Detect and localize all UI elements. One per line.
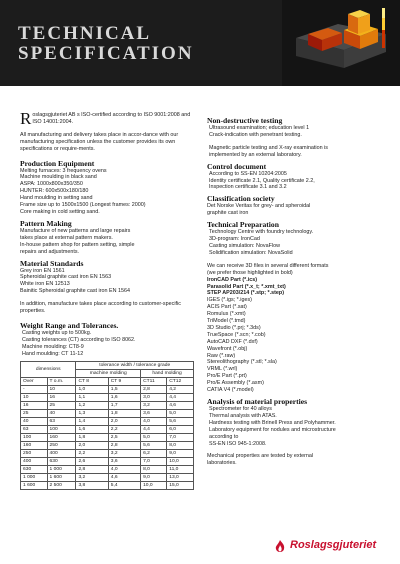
table-cell: 4,4	[141, 425, 167, 433]
table-header-row	[21, 361, 194, 369]
table-cell: 3,2	[141, 401, 167, 409]
table-cell: 6,0	[167, 425, 194, 433]
table-cell: 1 600	[47, 473, 76, 481]
list-item: Bainitic Spheroidal graphite cast iron EN 1564	[20, 288, 130, 295]
classification-heading: Classification society	[207, 194, 275, 204]
table-row	[21, 401, 194, 409]
material-list	[20, 268, 194, 296]
list-item: Inspection certificate 3.1 and 3.2	[209, 184, 287, 191]
table-cell: -	[21, 385, 48, 393]
table-cell: 4,2	[167, 385, 194, 393]
table-row	[21, 481, 194, 489]
table-cell: 2 500	[47, 481, 76, 489]
table-cell: 4,6	[108, 473, 140, 481]
table-header-row	[21, 377, 194, 385]
list-item: Laboratory equipment for nodules and microstructure	[209, 426, 336, 433]
table-cell: 9,0	[167, 449, 194, 457]
table-cell: 2,8	[108, 441, 140, 449]
table-cell: 10	[47, 385, 76, 393]
table-cell: 6,2	[141, 449, 167, 457]
table-cell: 5,0	[141, 433, 167, 441]
table-cell: 63	[21, 425, 48, 433]
ct8-header: CT 8	[76, 377, 108, 385]
table-cell: 1,4	[76, 417, 108, 425]
analysis-heading: Analysis of material properties	[207, 397, 308, 406]
table-cell: 16	[21, 401, 48, 409]
format-item: 3D Studio (*.prj; *.3ds)	[207, 324, 261, 331]
list-item: takes place at external pattern makers.	[20, 234, 113, 241]
table-row	[21, 433, 194, 441]
list-item: ASPA: 1000x800x350/350	[20, 181, 83, 188]
table-cell: 40	[21, 417, 48, 425]
table-cell: 63	[47, 417, 76, 425]
table-cell: 8,0	[141, 465, 167, 473]
table-cell: 25	[47, 401, 76, 409]
table-cell: 10,0	[167, 457, 194, 465]
table-cell: 3,6	[141, 409, 167, 417]
table-cell: 160	[47, 433, 76, 441]
list-item: Casting tolerances (CT) according to ISO 8062.	[22, 336, 136, 343]
format-item: TrueSpace (*.scn; *.cob)	[207, 331, 266, 338]
table-cell: 630	[21, 465, 48, 473]
table-row	[21, 449, 194, 457]
over-header: Over	[21, 377, 48, 385]
format-item: CATIA V4 (*.model)	[207, 387, 254, 394]
table-cell: 2,6	[76, 457, 108, 465]
material-heading: Material Standards	[20, 258, 84, 268]
table-cell: 2,8	[76, 465, 108, 473]
table-cell: 1,1	[76, 393, 108, 401]
production-list	[20, 168, 194, 216]
tom-header: T o.m.	[47, 377, 76, 385]
table-cell: 2,0	[76, 441, 108, 449]
table-cell: 1,5	[108, 385, 140, 393]
list-item: Ultrasound examination; education level 1	[209, 125, 310, 131]
intro-paragraph	[20, 109, 194, 128]
techprep-list	[207, 229, 381, 257]
analysis-list	[207, 406, 381, 447]
weight-list	[20, 330, 194, 358]
list-item: Casting simulation: NovaFlow	[209, 242, 281, 249]
logo-text: Roslagsgjuteriet	[290, 539, 377, 551]
table-cell: 5,0	[167, 409, 194, 417]
list-item: Grey iron EN 1561	[20, 267, 65, 274]
table-cell: 1,0	[76, 385, 108, 393]
table-cell: 40	[47, 409, 76, 417]
table-row	[21, 473, 194, 481]
table-cell: 1,6	[108, 393, 140, 401]
table-cell: 1 000	[21, 473, 48, 481]
table-row	[21, 441, 194, 449]
table-cell: 7,0	[167, 433, 194, 441]
list-item: Core making in cold setting sand.	[20, 208, 100, 215]
techprep-heading: Technical Preparation	[207, 220, 279, 230]
title-line-1: TECHNICAL	[18, 23, 152, 44]
table-cell: 25	[21, 409, 48, 417]
list-item: graphite cast iron	[207, 210, 249, 217]
table-cell: 100	[21, 433, 48, 441]
format-item: Wavefront (*.obj)	[207, 345, 248, 352]
table-cell: 250	[21, 449, 48, 457]
list-item: Crack-indication with penetrant testing.	[209, 131, 302, 138]
table-cell: 10	[21, 393, 48, 401]
table-cell: 3,8	[76, 481, 108, 489]
table-cell: 5,6	[141, 441, 167, 449]
table-cell: 4,0	[141, 417, 167, 425]
table-row	[21, 409, 194, 417]
list-item: according to	[209, 433, 239, 440]
table-cell: 1,2	[76, 401, 108, 409]
table-cell: 1,3	[76, 409, 108, 417]
ndt-note	[207, 145, 381, 159]
list-item: Hand moulding: CT 11-12	[22, 350, 84, 357]
classification-list	[207, 203, 381, 217]
list-item: Solidification simulation: NovaSolid	[209, 249, 293, 256]
preferred-format: IronCAD Part (*.ics)	[207, 276, 258, 283]
table-cell: 3,2	[76, 473, 108, 481]
table-cell: 2,5	[108, 433, 140, 441]
list-item: Det Norske Veritas for grey- and spheroidal	[207, 203, 311, 210]
list-item: HUNTER: 600x500x180/180	[20, 188, 89, 195]
pattern-heading: Pattern Making	[20, 218, 72, 228]
control-heading: Control document	[207, 161, 267, 171]
table-cell: 1,8	[108, 409, 140, 417]
table-cell: 2,2	[108, 425, 140, 433]
format-item: Raw (*.raw)	[207, 352, 236, 359]
production-heading: Production Equipment	[20, 158, 95, 168]
list-item: Identity certificate 2.1, Quality certificate 2.2,	[209, 177, 315, 184]
hand-molding-header: hand molding	[141, 369, 194, 377]
table-cell: 250	[47, 441, 76, 449]
format-item: Pro/E Part (*.prt)	[207, 373, 247, 380]
ct11-header: CT11	[141, 377, 167, 385]
format-item: Romulus (*.xmt)	[207, 311, 246, 318]
table-cell: 1,8	[76, 433, 108, 441]
table-cell: 4,4	[167, 393, 194, 401]
list-item: Machine moulding in black sand	[20, 174, 97, 181]
machine-molding-header: machine molding	[76, 369, 141, 377]
list-item: Spheroidal graphite cast iron EN 1563	[20, 274, 112, 281]
files-intro: (we prefer those highlighted in bold)	[207, 269, 293, 276]
table-cell: 400	[21, 457, 48, 465]
list-item: Technology Centre with foundry technology.	[209, 229, 314, 236]
table-row	[21, 457, 194, 465]
ct12-header: CT12	[167, 377, 194, 385]
list-item: Frame size up to 1500x1500 (Longest frames: 2000)	[20, 202, 146, 209]
table-cell: 1,7	[108, 401, 140, 409]
table-cell: 3,6	[108, 457, 140, 465]
table-cell: 5,6	[167, 417, 194, 425]
table-cell: 3,2	[108, 449, 140, 457]
table-row	[21, 417, 194, 425]
note-line: laboratories.	[207, 460, 237, 467]
table-cell: 7,0	[141, 457, 167, 465]
table-cell: 8,0	[167, 441, 194, 449]
ndt-heading: Non-destructive testing	[207, 116, 283, 125]
table-cell: 5,4	[108, 481, 140, 489]
preferred-format: Parasolid Part (*.x_t; *.xmt_txt)	[207, 283, 286, 290]
title-line-2: SPECIFICATION	[18, 43, 194, 64]
material-note: In addition, manufacture takes place according to customer-specific properties.	[20, 301, 181, 315]
tolerance-table-body	[21, 385, 194, 489]
table-cell: 100	[47, 425, 76, 433]
table-cell: 1 000	[47, 465, 76, 473]
analysis-note	[207, 453, 381, 467]
format-item: Pro/E Assembly (*.asm)	[207, 380, 264, 387]
cast-part-simulation-image	[282, 0, 400, 86]
table-cell: 11,0	[167, 465, 194, 473]
flame-icon	[272, 539, 288, 555]
pattern-list	[20, 228, 194, 256]
note-line: implemented by an external laboratory.	[209, 151, 302, 158]
tolerance-header: tolerance width / tolerance grade	[76, 361, 194, 369]
list-item: Hardness testing with Brinell Press and Polyhammer.	[209, 419, 336, 426]
note-line: Mechanical properties are tested by external	[207, 453, 314, 460]
files-intro: We can receive 3D files in several different formats	[207, 262, 329, 269]
table-cell: 3,0	[141, 393, 167, 401]
table-cell: 1,6	[76, 425, 108, 433]
file-formats-list	[207, 263, 381, 394]
page-title	[18, 24, 248, 64]
format-item: AutoCAD DXF (*.dxf)	[207, 338, 258, 345]
intro-paragraph-2: All manufacturing and delivery takes place in accor-dance with our manufacturing specification unless the customer provides its own specifications or require-ments.	[20, 131, 179, 152]
list-item: White iron EN 12513	[20, 281, 70, 288]
company-logo	[272, 538, 392, 556]
table-cell: 4,0	[108, 465, 140, 473]
note-line: Magnetic particle testing and X-ray examination is	[209, 144, 328, 151]
table-cell: 4,6	[167, 401, 194, 409]
list-item: 3D-program: IronCad	[209, 236, 260, 243]
table-cell: 15,0	[167, 481, 194, 489]
ct9-header: CT 9	[108, 377, 140, 385]
format-item: IGES (*.igs; *.iges)	[207, 297, 252, 304]
ndt-list	[207, 125, 381, 139]
table-cell: 630	[47, 457, 76, 465]
table-row	[21, 385, 194, 393]
list-item: Spectrometer for 40 alloys	[209, 406, 272, 412]
table-cell: 2,0	[108, 417, 140, 425]
table-row	[21, 425, 194, 433]
table-cell: 9,0	[141, 473, 167, 481]
format-item: ACIS Part (*.sat)	[207, 304, 247, 311]
drop-cap: R	[20, 109, 32, 128]
right-column	[207, 116, 381, 467]
table-cell: 2,8	[141, 385, 167, 393]
format-item: VRML (*.wrl)	[207, 366, 238, 373]
list-item: SS-EN ISO 945-1:2008.	[209, 440, 267, 447]
list-item: In-house pattern shop for pattern setting, simple	[20, 241, 135, 248]
list-item: Hand moulding in setting sand	[20, 195, 93, 202]
list-item: Melting furnaces: 3 frequency ovens	[20, 167, 107, 174]
dimensions-header: dimensions	[21, 361, 76, 377]
preferred-format: STEP AP203/214 (*.stp; *.step)	[207, 290, 284, 297]
header-banner	[0, 0, 400, 86]
format-item: Stereolithography (*.stl; *.sla)	[207, 359, 277, 366]
tolerance-table	[20, 361, 194, 490]
control-list	[207, 171, 381, 192]
list-item: According to SS-EN 10204:2005	[209, 170, 287, 177]
table-row	[21, 465, 194, 473]
table-cell: 16	[47, 393, 76, 401]
format-item: TriModel (*.tmd)	[207, 318, 246, 325]
table-row	[21, 393, 194, 401]
weight-heading: Weight Range and Tolerances.	[20, 320, 119, 330]
table-cell: 2,2	[76, 449, 108, 457]
table-cell: 1 600	[21, 481, 48, 489]
intro-text: oslagsgjuteriet AB s ISO-certified according to ISO 9001:2008 and ISO 14001:2004.	[32, 112, 191, 125]
table-cell: 10,0	[141, 481, 167, 489]
list-item: Thermal analysis with ATAS.	[209, 412, 277, 419]
table-cell: 13,0	[167, 473, 194, 481]
table-cell: 400	[47, 449, 76, 457]
left-column	[20, 109, 194, 490]
list-item: Manufacture of new patterns and large repairs	[20, 227, 131, 234]
table-cell: 160	[21, 441, 48, 449]
list-item: repairs and adjustments.	[20, 248, 80, 255]
list-item: Machine moulding: CT8-9	[22, 343, 84, 350]
list-item: Casting weights up to 500kg.	[22, 329, 92, 336]
